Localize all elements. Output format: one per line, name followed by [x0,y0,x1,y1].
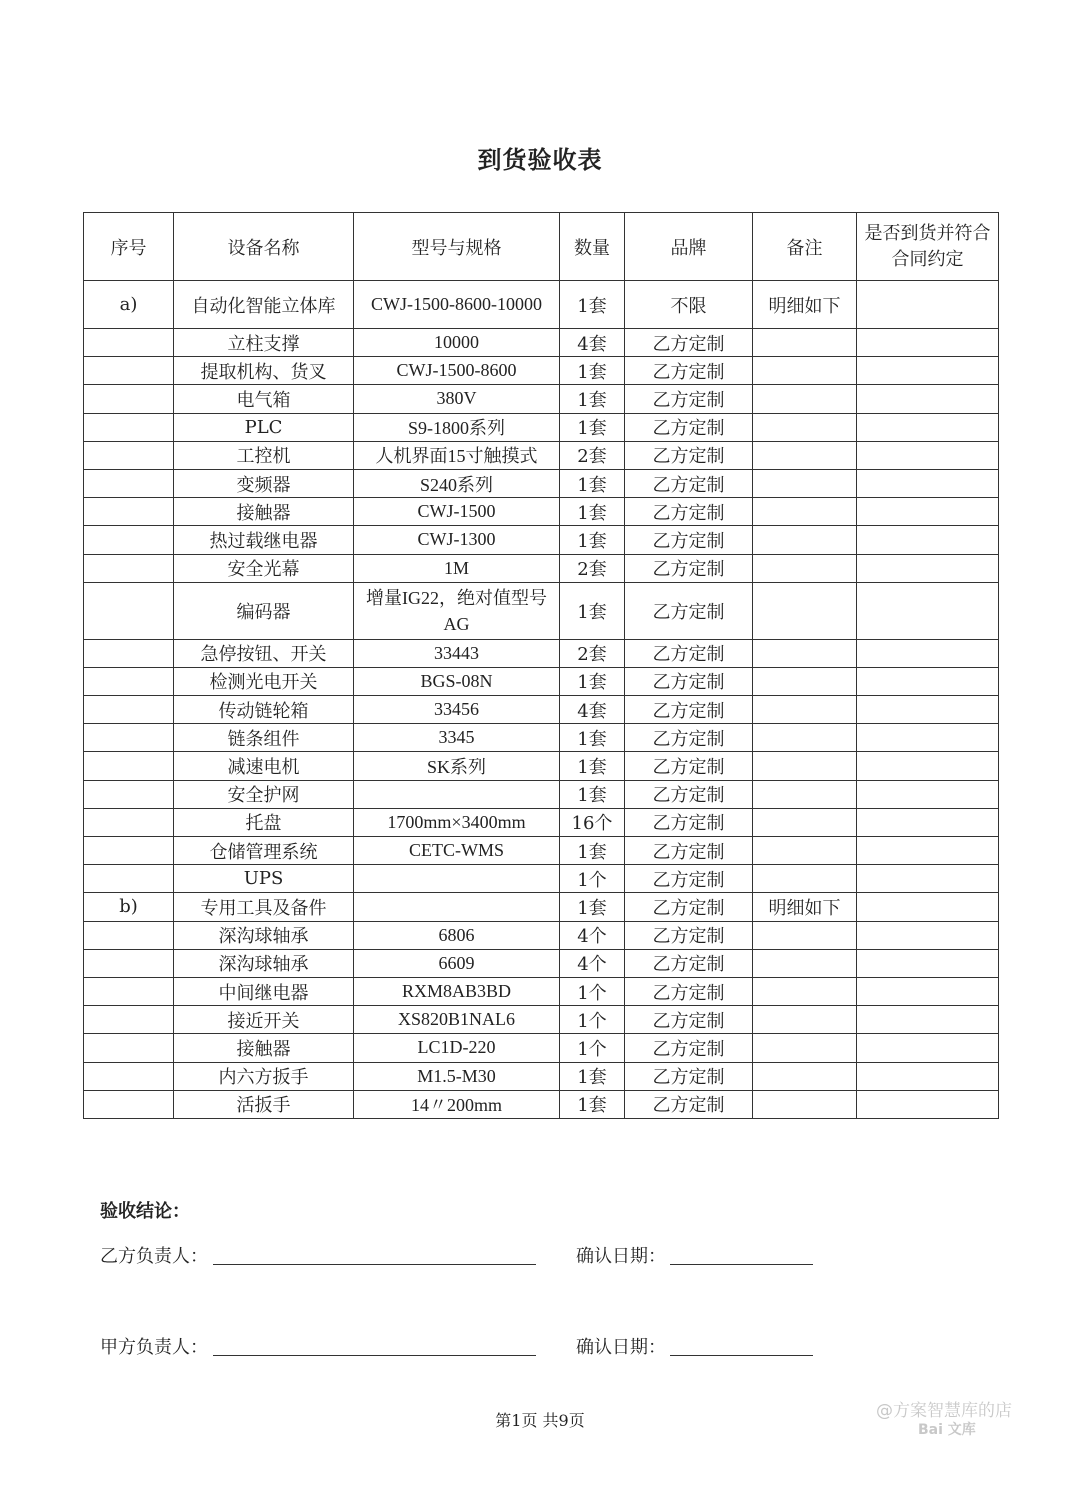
row-spec: CWJ-1500 [354,498,560,526]
row-qty: 1套 [560,498,625,526]
table-row [84,469,999,497]
party-a-label: 甲方负责人： [100,1337,208,1358]
row-delivered [857,808,999,836]
row-no [84,526,174,554]
table-row [84,385,999,413]
row-name: 检测光电开关 [174,667,354,695]
row-spec: SK系列 [354,752,560,780]
row-note [753,921,857,949]
row-no [84,329,174,357]
document-title: 到货验收表 [477,145,603,174]
row-no [84,1034,174,1062]
row-brand: 乙方定制 [625,385,753,413]
row-qty: 1套 [560,667,625,695]
row-brand: 乙方定制 [625,554,753,582]
table-row [84,1062,999,1090]
row-spec: 人机界面15寸触摸式 [354,441,560,469]
row-qty: 2套 [560,441,625,469]
row-qty: 1套 [560,582,625,639]
row-spec [354,865,560,893]
row-qty: 1个 [560,977,625,1005]
row-no [84,498,174,526]
row-qty: 1套 [560,780,625,808]
row-spec: S240系列 [354,469,560,497]
row-qty: 1套 [560,385,625,413]
row-name: 立柱支撑 [174,329,354,357]
row-spec: CWJ-1300 [354,526,560,554]
row-name: 编码器 [174,582,354,639]
row-no [84,921,174,949]
row-spec: 10000 [354,329,560,357]
watermark-shop: @方案智慧库的店 [876,1401,1012,1421]
row-spec: 1700mm×3400mm [354,808,560,836]
row-no [84,582,174,639]
table-row [84,808,999,836]
row-qty: 1个 [560,1006,625,1034]
row-name: 仓储管理系统 [174,837,354,865]
row-name: 内六方扳手 [174,1062,354,1090]
row-brand: 乙方定制 [625,1034,753,1062]
row-note [753,413,857,441]
row-delivered [857,865,999,893]
row-note [753,441,857,469]
row-name: 提取机构、货叉 [174,357,354,385]
row-no [84,357,174,385]
row-note [753,526,857,554]
party-a-sign-row [100,1333,1000,1363]
row-spec: 增量IG22，绝对值型号AG [354,582,560,639]
row-qty: 1个 [560,865,625,893]
row-qty: 1套 [560,724,625,752]
row-delivered [857,498,999,526]
row-note [753,1006,857,1034]
table-row [84,554,999,582]
row-name: 链条组件 [174,724,354,752]
row-name: 热过载继电器 [174,526,354,554]
row-spec [354,893,560,921]
row-brand: 乙方定制 [625,667,753,695]
row-brand: 乙方定制 [625,1062,753,1090]
row-brand: 乙方定制 [625,780,753,808]
row-note [753,780,857,808]
row-name: 自动化智能立体库 [174,281,354,329]
row-brand: 乙方定制 [625,865,753,893]
row-spec: RXM8AB3BD [354,977,560,1005]
row-delivered [857,893,999,921]
row-delivered [857,413,999,441]
header-name: 设备名称 [174,213,354,281]
table-row [84,1006,999,1034]
row-no [84,1090,174,1118]
row-no [84,780,174,808]
row-qty: 16个 [560,808,625,836]
table-row [84,865,999,893]
row-no [84,667,174,695]
party-a-signature-line [213,1355,536,1356]
table-row [84,696,999,724]
row-brand: 乙方定制 [625,949,753,977]
header-note: 备注 [753,213,857,281]
row-no [84,441,174,469]
table-row [84,752,999,780]
table-row [84,1034,999,1062]
row-qty: 1个 [560,1034,625,1062]
row-delivered [857,329,999,357]
row-qty: 2套 [560,639,625,667]
row-brand: 乙方定制 [625,752,753,780]
row-delivered [857,554,999,582]
table-header-row [84,213,999,281]
row-note [753,498,857,526]
row-no: a) [84,281,174,329]
row-no [84,469,174,497]
confirm-date-label: 确认日期： [576,1246,666,1267]
row-qty: 1套 [560,526,625,554]
row-delivered [857,526,999,554]
row-brand: 乙方定制 [625,724,753,752]
row-delivered [857,582,999,639]
row-note [753,724,857,752]
row-note [753,1062,857,1090]
row-qty: 4套 [560,696,625,724]
confirm-date-line [670,1355,813,1356]
row-delivered [857,752,999,780]
row-spec: 33443 [354,639,560,667]
table-row [84,526,999,554]
table-row [84,357,999,385]
row-spec: XS820B1NAL6 [354,1006,560,1034]
row-note: 明细如下 [753,893,857,921]
row-name: 接近开关 [174,1006,354,1034]
row-qty: 1套 [560,413,625,441]
row-spec: CETC-WMS [354,837,560,865]
row-no [84,639,174,667]
row-delivered [857,977,999,1005]
table-row [84,639,999,667]
row-spec: 6609 [354,949,560,977]
row-no [84,949,174,977]
acceptance-table [83,212,999,1119]
row-name: 接触器 [174,498,354,526]
row-delivered [857,724,999,752]
row-note [753,469,857,497]
row-note [753,639,857,667]
party-b-label: 乙方负责人： [100,1246,208,1267]
row-no [84,977,174,1005]
row-name: 专用工具及备件 [174,893,354,921]
row-no [84,385,174,413]
party-b-signature-line [213,1264,536,1265]
row-note [753,696,857,724]
row-delivered [857,696,999,724]
row-qty: 1套 [560,1090,625,1118]
row-delivered [857,949,999,977]
row-brand: 乙方定制 [625,893,753,921]
row-spec: LC1D-220 [354,1034,560,1062]
row-qty: 4套 [560,329,625,357]
row-name: 减速电机 [174,752,354,780]
row-note [753,808,857,836]
row-delivered [857,281,999,329]
row-spec: 380V [354,385,560,413]
table-row [84,949,999,977]
row-delivered [857,1006,999,1034]
row-no [84,696,174,724]
row-qty: 2套 [560,554,625,582]
table-row [84,413,999,441]
header-brand: 品牌 [625,213,753,281]
row-qty: 4个 [560,921,625,949]
header-delivered: 是否到货并符合合同约定 [857,213,999,281]
row-name: 托盘 [174,808,354,836]
row-qty: 1套 [560,752,625,780]
row-brand: 乙方定制 [625,329,753,357]
row-brand: 乙方定制 [625,921,753,949]
page-number: 第1页 共9页 [495,1411,585,1430]
row-name: 安全光幕 [174,554,354,582]
row-spec [354,780,560,808]
row-spec: CWJ-1500-8600 [354,357,560,385]
row-name: 接触器 [174,1034,354,1062]
row-brand: 乙方定制 [625,696,753,724]
table-row [84,281,999,329]
row-name: 电气箱 [174,385,354,413]
row-delivered [857,385,999,413]
row-no [84,1062,174,1090]
row-note [753,554,857,582]
row-brand: 乙方定制 [625,526,753,554]
table-row [84,441,999,469]
row-spec: M1.5-M30 [354,1062,560,1090]
row-name: PLC [174,413,354,441]
row-no [84,554,174,582]
row-brand: 乙方定制 [625,837,753,865]
row-note [753,329,857,357]
row-delivered [857,837,999,865]
row-note [753,1034,857,1062]
row-delivered [857,357,999,385]
row-name: 深沟球轴承 [174,921,354,949]
row-delivered [857,667,999,695]
row-note [753,865,857,893]
row-brand: 不限 [625,281,753,329]
row-brand: 乙方定制 [625,977,753,1005]
row-delivered [857,780,999,808]
row-note [753,977,857,1005]
table-row [84,977,999,1005]
row-brand: 乙方定制 [625,582,753,639]
row-no [84,752,174,780]
row-brand: 乙方定制 [625,808,753,836]
row-qty: 1套 [560,837,625,865]
row-spec: 33456 [354,696,560,724]
row-note [753,837,857,865]
row-brand: 乙方定制 [625,1006,753,1034]
row-name: 中间继电器 [174,977,354,1005]
table-row [84,893,999,921]
row-qty: 1套 [560,281,625,329]
table-row [84,329,999,357]
row-name: 变频器 [174,469,354,497]
row-brand: 乙方定制 [625,413,753,441]
row-qty: 1套 [560,469,625,497]
row-spec: 3345 [354,724,560,752]
row-name: 深沟球轴承 [174,949,354,977]
watermark-brand: Bai 文库 [918,1422,976,1438]
row-spec: BGS-08N [354,667,560,695]
row-brand: 乙方定制 [625,639,753,667]
row-no [84,1006,174,1034]
row-name: 安全护网 [174,780,354,808]
row-qty: 1套 [560,357,625,385]
conclusion-label: 验收结论： [100,1201,190,1222]
table-row [84,724,999,752]
row-name: 工控机 [174,441,354,469]
row-spec: 6806 [354,921,560,949]
row-spec: 14〃200mm [354,1090,560,1118]
party-b-sign-row [100,1242,1000,1272]
header-no: 序号 [84,213,174,281]
row-brand: 乙方定制 [625,469,753,497]
row-note [753,667,857,695]
row-name: UPS [174,865,354,893]
header-qty: 数量 [560,213,625,281]
row-delivered [857,1062,999,1090]
row-name: 传动链轮箱 [174,696,354,724]
table-row [84,498,999,526]
row-note [753,949,857,977]
row-spec: S9-1800系列 [354,413,560,441]
confirm-date-line [670,1264,813,1265]
row-no [84,724,174,752]
row-delivered [857,921,999,949]
row-spec: 1M [354,554,560,582]
row-brand: 乙方定制 [625,441,753,469]
row-brand: 乙方定制 [625,498,753,526]
row-qty: 1套 [560,1062,625,1090]
row-brand: 乙方定制 [625,357,753,385]
table-row [84,667,999,695]
row-spec: CWJ-1500-8600-10000 [354,281,560,329]
row-delivered [857,441,999,469]
confirm-date-label: 确认日期： [576,1337,666,1358]
row-note [753,385,857,413]
row-no [84,837,174,865]
row-qty: 1套 [560,893,625,921]
row-delivered [857,639,999,667]
row-no [84,865,174,893]
row-note [753,1090,857,1118]
row-no [84,413,174,441]
table-row [84,780,999,808]
row-delivered [857,1034,999,1062]
header-spec: 型号与规格 [354,213,560,281]
row-note: 明细如下 [753,281,857,329]
row-brand: 乙方定制 [625,1090,753,1118]
row-qty: 4个 [560,949,625,977]
row-name: 急停按钮、开关 [174,639,354,667]
row-no [84,808,174,836]
table-row [84,921,999,949]
row-note [753,582,857,639]
table-row [84,582,999,639]
row-note [753,357,857,385]
row-delivered [857,469,999,497]
row-delivered [857,1090,999,1118]
table-row [84,1090,999,1118]
table-row [84,837,999,865]
row-name: 活扳手 [174,1090,354,1118]
row-note [753,752,857,780]
row-no: b) [84,893,174,921]
